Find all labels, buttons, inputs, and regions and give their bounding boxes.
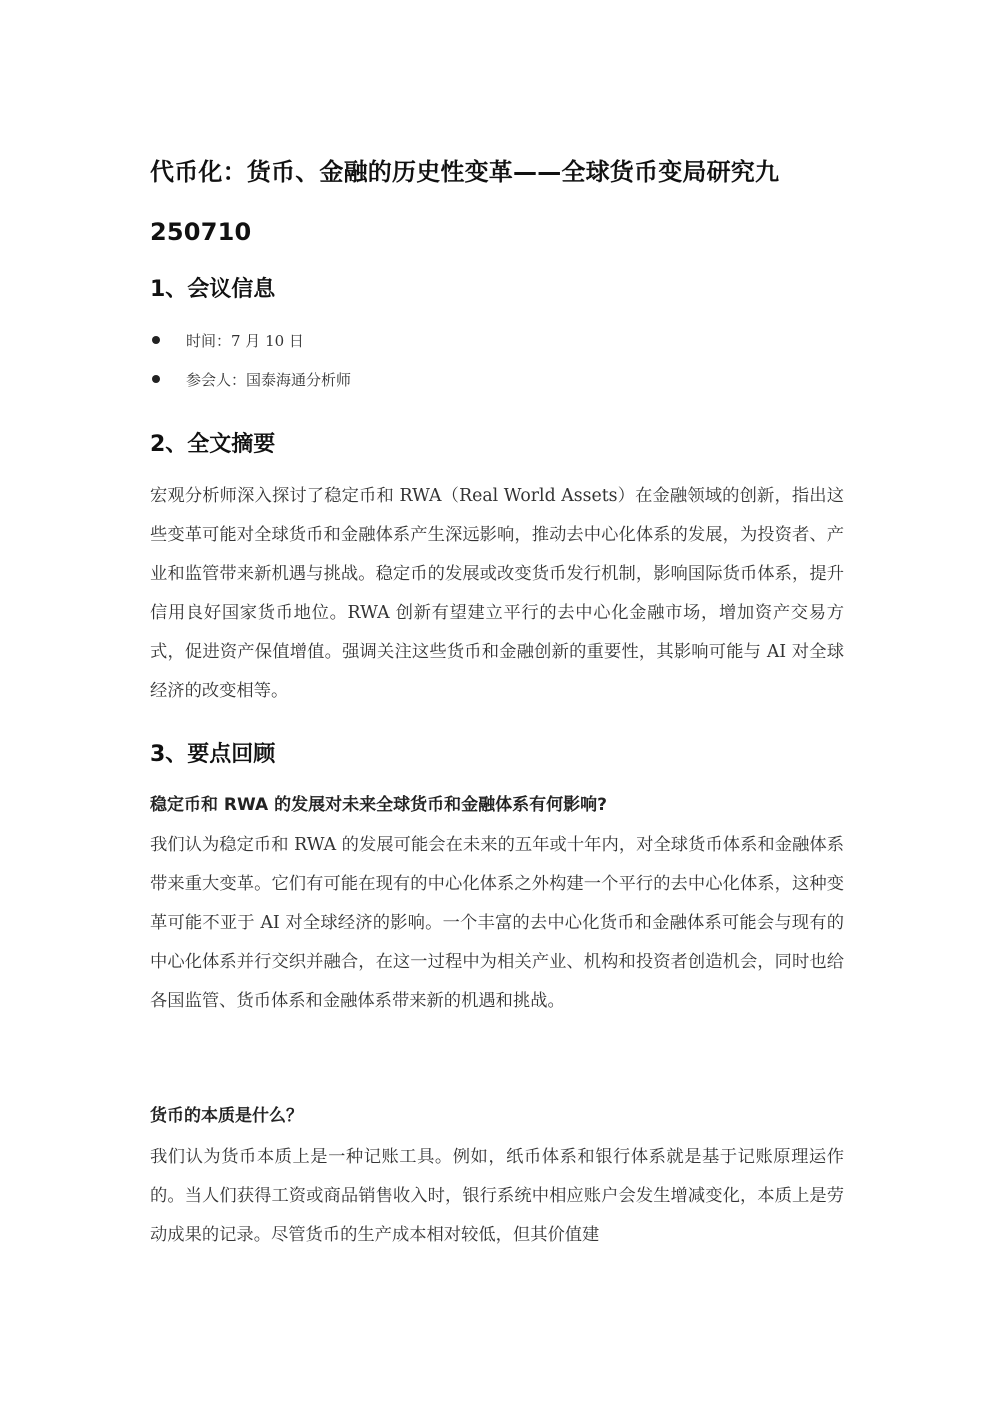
bullet-dot-icon xyxy=(152,375,160,383)
answer-paragraph: 我们认为货币本质上是一种记账工具。例如，纸币体系和银行体系就是基于记账原理运作的。当人们获得工资或商品销售收入时，银行系统中相应账户会发生增减变化，本质上是劳动成果的记录。尽管货币的生产成本相对较低，但其价值建 xyxy=(150,1147,844,1245)
bullet-text: 时间：7 月 10 日 xyxy=(186,331,304,350)
section-heading-summary: 2、全文摘要 xyxy=(150,432,276,457)
bullet-text: 参会人：国泰海通分析师 xyxy=(186,370,352,389)
bullet-dot-icon xyxy=(152,336,160,344)
section-heading-key-points: 3、要点回顾 xyxy=(150,742,276,767)
section-heading-meeting-info: 1、会议信息 xyxy=(150,277,276,302)
bullet-item-time xyxy=(150,327,304,353)
question-heading: 货币的本质是什么？ xyxy=(150,1106,303,1126)
bullet-item-participants xyxy=(150,366,351,392)
question-heading: 稳定币和 RWA 的发展对未来全球货币和金融体系有何影响? xyxy=(150,795,607,815)
document-title: 代币化：货币、金融的历史性变革——全球货币变局研究九 250710 xyxy=(150,158,780,246)
summary-paragraph: 宏观分析师深入探讨了稳定币和 RWA（Real World Assets）在金融领域的创新，指出这些变革可能对全球货币和金融体系产生深远影响，推动去中心化体系的发展，为投资者、产业和监管带来新机遇与挑战。稳定币的发展或改变货币发行机制，影响国际货币体系，提升信用良好国家货币地位。RWA 创新有望建立平行的去中心化金融市场，增加资产交易方式，促进资产保值增值。强调关注这些货币和金融创新的重要性，其影响可能与 AI 对全球经济的改变相等。 xyxy=(150,486,844,701)
answer-paragraph: 我们认为稳定币和 RWA 的发展可能会在未来的五年或十年内，对全球货币体系和金融体系带来重大变革。它们有可能在现有的中心化体系之外构建一个平行的去中心化体系，这种变革可能不亚于 AI 对全球经济的影响。一个丰富的去中心化货币和金融体系可能会与现有的中心化体系并行交织并融合，在这一过程中为相关产业、机构和投资者创造机会，同时也给各国监管、货币体系和金融体系带来新的机遇和挑战。 xyxy=(150,835,844,1011)
